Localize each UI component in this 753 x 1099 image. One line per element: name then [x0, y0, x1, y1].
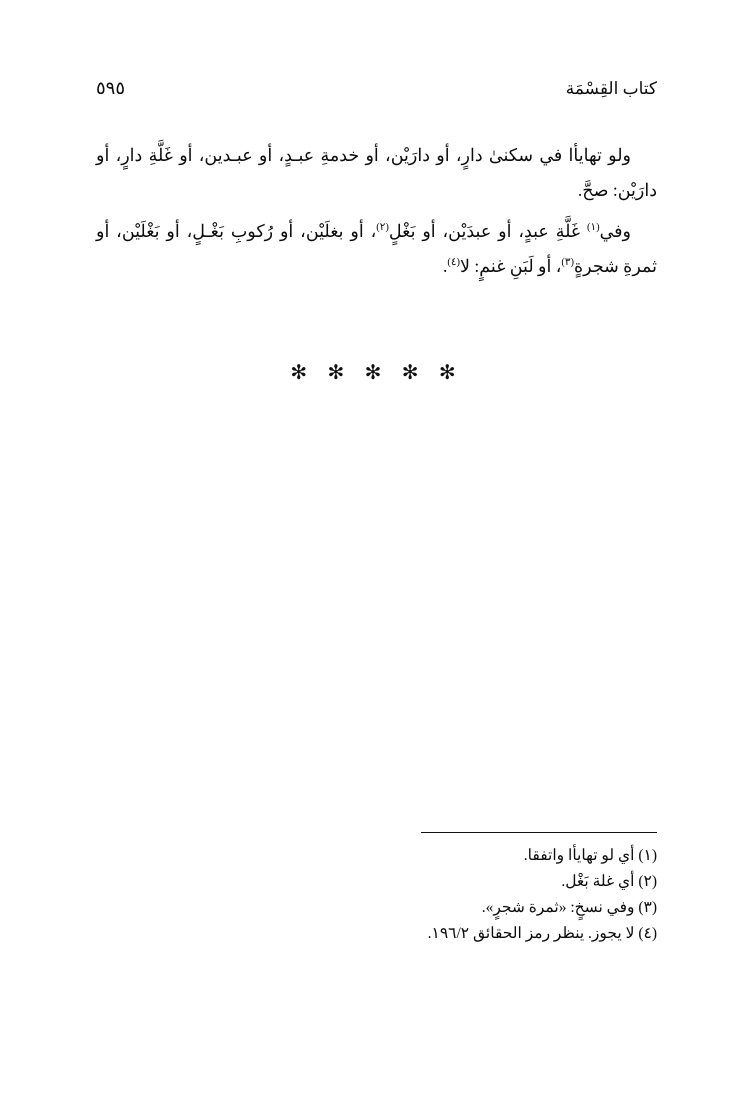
page-header	[96, 78, 657, 104]
main-text-block	[96, 138, 657, 284]
paragraph: ولو تهايأا في سكنىٰ دارٍ، أو دارَيْن، أو خدمةِ عبـدٍ، أو عبـدين، أو غَلَّةِ دارٍ، أو دارَيْن: صحَّ.	[96, 145, 657, 200]
page-number: ٥٩٥	[96, 78, 126, 98]
footnote-item: (٢) أي غلة بَغْل.	[561, 873, 657, 890]
footnote-item: (١) أي لو تهايأا واتفقا.	[523, 847, 657, 864]
footnote-item: (٣) وفي نسخٍ: «ثمرة شجرٍ».	[481, 899, 657, 916]
section-separator-asterisks: ✻ ✻ ✻ ✻ ✻	[290, 360, 463, 384]
book-title: كتاب القِسْمَة	[565, 79, 657, 98]
footnote-item: (٤) لا يجوز. ينظر رمز الحقائق ١٩٦/٢.	[427, 925, 657, 942]
footnote-divider	[421, 832, 657, 833]
footnotes-block	[96, 832, 657, 947]
paragraph: وفي$^{(١)}$ غَلَّةِ عبدٍ، أو عبدَيْن، أو بَغْلٍ$^{(٢)}$، أو بغلَيْن، أو رُكوبِ بَغْـلٍ، أو بَغْلَيْن، أو ثمرةِ شجرةٍ$^{(٣)}$، أو لَبَنِ غنمٍ: لا$^{(٤)}$.	[96, 221, 657, 276]
